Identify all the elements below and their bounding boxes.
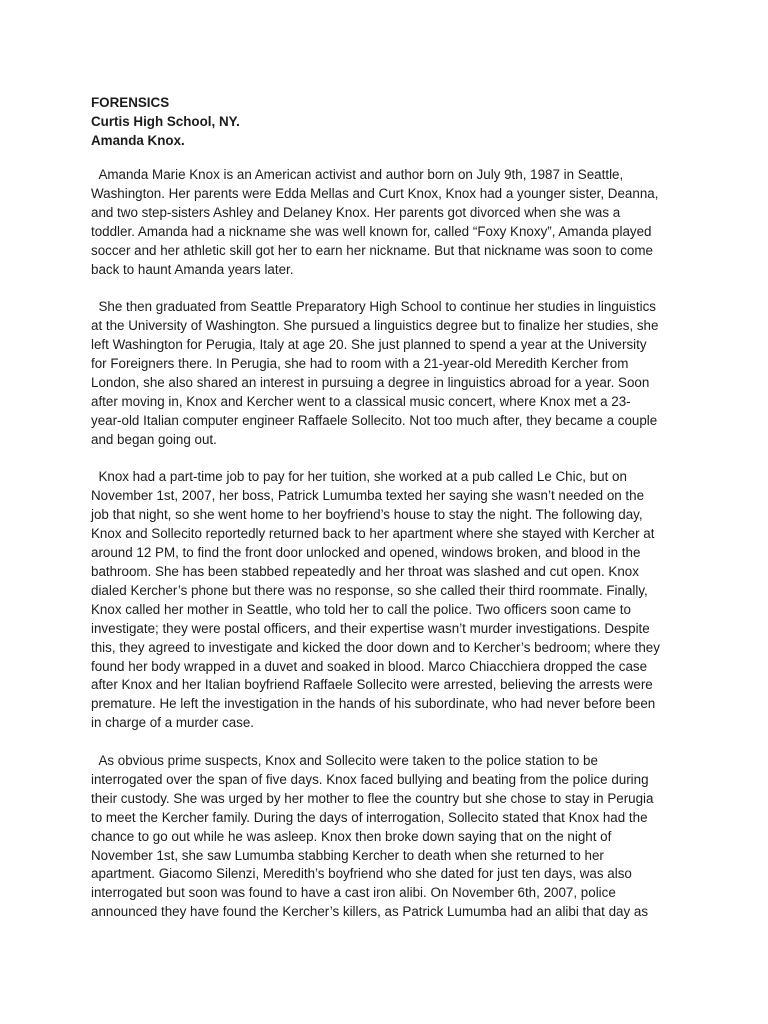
text-line: found her body wrapped in a duvet and soaked in blood. Marco Chiacchiera dropped the case [91,658,648,674]
text-line: Knox and Sollecito reportedly returned back to her apartment where she stayed with Kercher at [91,526,655,542]
text-line: November 1st, she saw Lumumba stabbing Kercher to death when she returned to her [91,847,604,863]
text-line: back to haunt Amanda years later. [91,261,294,277]
school-heading: Curtis High School, NY. [91,114,240,129]
text-line: job that night, so she went home to her boyfriend’s house to stay the night. The following day, [91,507,643,523]
text-line: for Foreigners there. In Perugia, she had to room with a 21-year-old Meredith Kercher from [91,356,629,372]
text-line: Washington. Her parents were Edda Mellas and Curt Knox, Knox had a younger sister, Deanna, [91,185,659,201]
text-line: around 12 PM, to find the front door unlocked and opened, windows broken, and blood in the [91,545,641,561]
text-line: Knox had a part-time job to pay for her tuition, she worked at a pub called Le Chic, but on [91,469,627,485]
text-line: bathroom. She has been stabbed repeatedly and her throat was slashed and cut open. Knox [91,564,639,579]
text-line: and began going out. [91,431,217,447]
text-line: in charge of a murder case. [91,715,255,731]
text-line: As obvious prime suspects, Knox and Sollecito were taken to the police station to be [91,753,598,769]
paragraph [91,752,691,922]
text-line: She then graduated from Seattle Preparatory High School to continue her studies in linguistics [91,299,656,315]
text-line: London, she also shared an interest in pursuing a degree in linguistics abroad for a year. Soon [91,374,650,390]
text-line: after moving in, Knox and Kercher went to a classical music concert, where Knox met a 23- [91,393,631,409]
text-line: their custody. She was urged by her mother to flee the country but she chose to stay in Perugia [91,790,654,806]
text-line: toddler. Amanda had a nickname she was well known for, called “Foxy Knoxy”, Amanda played [91,223,652,239]
paragraph [91,166,691,279]
paragraph [91,468,691,733]
document-body [91,166,691,941]
paragraph [91,298,691,449]
text-line: November 1st, 2007, her boss, Patrick Lumumba texted her saying she wasn’t needed on the [91,488,645,504]
text-line: this, they agreed to investigate and kicked the door down and to Kercher’s bedroom; where they [91,639,660,655]
text-line: chance to go out while he was asleep. Knox then broke down saying that on the night of [91,828,612,844]
text-line: after Knox and her Italian boyfriend Raffaele Sollecito were arrested, believing the arrests were [91,677,653,693]
document-header [91,93,691,150]
text-line: apartment. Giacomo Silenzi, Meredith’s boyfriend who she dated for just ten days, was also [91,866,632,882]
text-line: investigate; they were postal officers, and their expertise wasn’t murder investigations. Despite [91,620,650,636]
subject-heading: FORENSICS [91,95,170,110]
text-line: announced they have found the Kercher’s killers, as Patrick Lumumba had an alibi that day as [91,904,649,920]
text-line: interrogated but soon was found to have a cast iron alibi. On November 6th, 2007, police [91,885,616,901]
text-line: and two step-sisters Ashley and Delaney Knox. Her parents got divorced when she was a [91,204,621,220]
text-line: left Washington for Perugia, Italy at age 20. She just planned to spend a year at the University [91,337,647,353]
text-line: interrogated over the span of five days. Knox faced bullying and beating from the police during [91,771,649,787]
text-line: at the University of Washington. She pursued a linguistics degree but to finalize her studies, she [91,318,659,334]
text-line: soccer and her athletic skill got her to earn her nickname. But that nickname was soon to come [91,242,653,258]
text-line: year-old Italian computer engineer Raffaele Sollecito. Not too much after, they became a couple [91,412,658,428]
topic-heading: Amanda Knox. [91,133,185,148]
text-line: to meet the Kercher family. During the days of interrogation, Sollecito stated that Knox had the [91,809,648,825]
text-line: Amanda Marie Knox is an American activist and author born on July 9th, 1987 in Seattle, [91,167,624,182]
text-line: dialed Kercher’s phone but there was no response, so she called their third roommate. Finally, [91,582,648,598]
text-line: premature. He left the investigation in the hands of his subordinate, who had never before been [91,696,656,712]
text-line: Knox called her mother in Seattle, who told her to call the police. Two officers soon came to [91,601,631,617]
